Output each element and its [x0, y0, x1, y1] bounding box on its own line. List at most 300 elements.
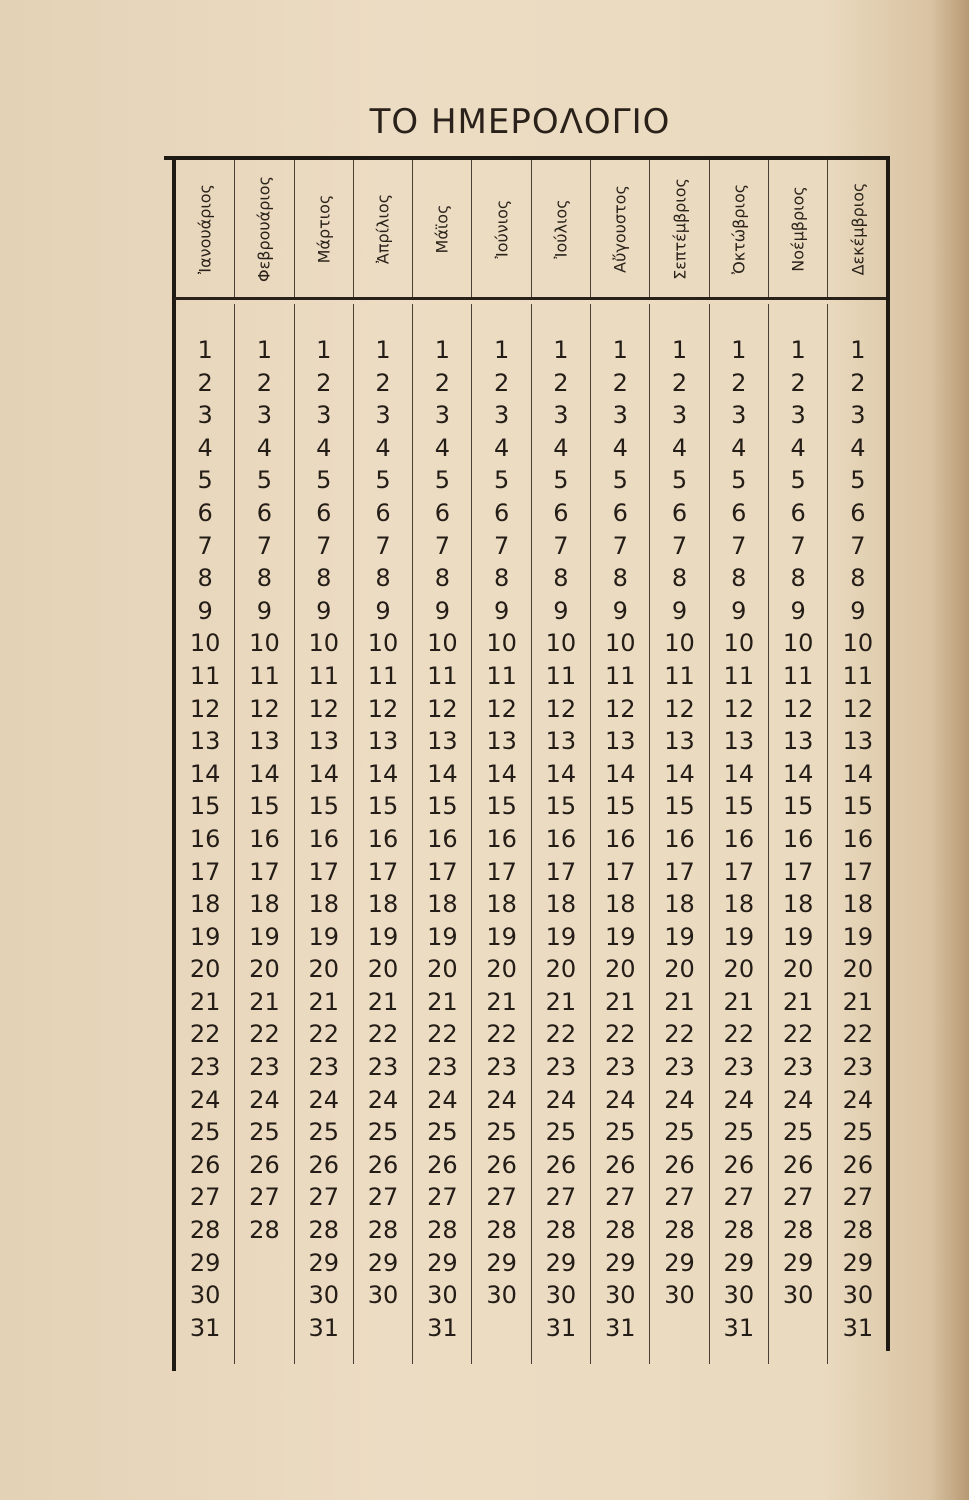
- day-number: 7: [553, 531, 569, 560]
- day-number: 17: [723, 857, 755, 886]
- day-number: 13: [842, 727, 874, 756]
- day-number: 15: [723, 792, 755, 821]
- day-number: 22: [664, 1020, 695, 1049]
- month-name: Ἀπρίλιος: [373, 193, 393, 264]
- day-number: 22: [486, 1020, 517, 1049]
- day-number: 8: [256, 564, 273, 593]
- day-number: 30: [189, 1281, 221, 1310]
- day-number: 29: [189, 1248, 221, 1277]
- day-number: 1: [790, 336, 806, 364]
- day-number: 19: [486, 922, 517, 951]
- day-number: 7: [671, 531, 688, 560]
- day-number: 5: [434, 466, 450, 495]
- day-number: 20: [486, 955, 517, 984]
- day-number: 4: [256, 433, 273, 462]
- day-number: 9: [434, 596, 450, 625]
- day-number: 8: [850, 564, 866, 593]
- day-number: 12: [664, 694, 695, 723]
- month-header: [828, 160, 887, 297]
- day-number: 19: [782, 922, 814, 951]
- day-number: 27: [367, 1183, 399, 1212]
- day-number: 29: [842, 1248, 874, 1277]
- day-number: 18: [367, 890, 399, 919]
- day-number: 22: [604, 1020, 636, 1049]
- day-number: 19: [189, 922, 221, 951]
- day-number: 23: [545, 1053, 577, 1082]
- month-name: Ἰούλιος: [551, 198, 571, 259]
- day-number: 9: [493, 596, 510, 625]
- day-number: 26: [189, 1150, 221, 1179]
- day-number: 23: [189, 1053, 221, 1082]
- day-number: 20: [545, 955, 577, 984]
- month-header: [710, 160, 769, 297]
- day-number: 14: [486, 759, 517, 788]
- day-number: 26: [842, 1150, 874, 1179]
- day-number: 28: [664, 1216, 695, 1245]
- day-number: 1: [375, 336, 391, 364]
- day-number: 7: [790, 531, 806, 560]
- day-number: 24: [842, 1085, 874, 1114]
- day-number: 18: [427, 890, 458, 919]
- day-number: 17: [427, 857, 458, 886]
- day-number: 16: [782, 824, 814, 853]
- day-number: 20: [249, 955, 280, 984]
- day-number: 28: [604, 1216, 636, 1245]
- day-number: 27: [604, 1183, 636, 1212]
- day-number: 3: [790, 401, 806, 430]
- day-number: 1: [553, 336, 569, 364]
- day-number: 27: [842, 1183, 874, 1212]
- day-number: 2: [434, 368, 450, 397]
- day-number: 23: [782, 1053, 814, 1082]
- month-name: Νοέμβριος: [788, 185, 808, 272]
- month-name: Μάρτιος: [314, 194, 334, 263]
- day-number: 7: [197, 531, 213, 560]
- day-number: 6: [316, 498, 332, 527]
- day-number: 8: [612, 564, 628, 593]
- day-number: 27: [427, 1183, 458, 1212]
- day-number: 18: [782, 890, 814, 919]
- day-number: 10: [427, 629, 458, 658]
- day-number: 1: [612, 336, 628, 364]
- page-title: ΤΟ ΗΜΕΡΟΛΟΓΙΟ: [369, 102, 671, 142]
- day-number: 10: [308, 629, 340, 658]
- day-number: 1: [197, 336, 213, 364]
- day-number: 14: [723, 759, 755, 788]
- day-number: 17: [189, 857, 221, 886]
- month-name: Μάϊος: [432, 204, 452, 253]
- day-number: 3: [612, 401, 628, 430]
- day-number: 27: [723, 1183, 755, 1212]
- day-number: 26: [427, 1150, 458, 1179]
- month-name: Ὀκτώβριος: [729, 183, 749, 274]
- day-number: 13: [249, 727, 280, 756]
- day-number: 13: [545, 727, 577, 756]
- day-number: 29: [427, 1248, 458, 1277]
- day-number: 29: [545, 1248, 577, 1277]
- day-number: 9: [316, 596, 332, 625]
- day-number: 6: [256, 498, 273, 527]
- day-number: 16: [189, 824, 221, 853]
- day-number: 29: [723, 1248, 755, 1277]
- day-number: 3: [493, 401, 510, 430]
- day-number: 1: [434, 336, 450, 364]
- day-number: 6: [612, 498, 628, 527]
- day-number: 2: [375, 368, 391, 397]
- day-number: 18: [308, 890, 340, 919]
- day-number: 10: [842, 629, 874, 658]
- day-number: 3: [375, 401, 391, 430]
- day-number: 1: [316, 336, 332, 364]
- day-number: 13: [427, 727, 458, 756]
- day-number: 28: [486, 1216, 517, 1245]
- day-number: 31: [545, 1313, 577, 1342]
- day-number: 10: [486, 629, 517, 658]
- day-number: 4: [671, 433, 688, 462]
- day-number: 15: [189, 792, 221, 821]
- day-number: 4: [850, 433, 866, 462]
- day-number: 3: [256, 401, 273, 430]
- day-number: 15: [664, 792, 695, 821]
- day-number: 29: [604, 1248, 636, 1277]
- day-number: 13: [723, 727, 755, 756]
- day-number: 12: [249, 694, 280, 723]
- day-number: 6: [434, 498, 450, 527]
- day-number: 31: [427, 1313, 458, 1342]
- day-number: 31: [308, 1313, 340, 1342]
- day-number: 17: [308, 857, 340, 886]
- day-number: 7: [434, 531, 450, 560]
- day-number: 10: [189, 629, 221, 658]
- day-number: 23: [367, 1053, 399, 1082]
- day-number: 29: [664, 1248, 695, 1277]
- day-number: 30: [308, 1281, 340, 1310]
- day-number: 19: [723, 922, 755, 951]
- day-number: 22: [189, 1020, 221, 1049]
- day-number: 28: [427, 1216, 458, 1245]
- day-number: 15: [604, 792, 636, 821]
- day-number: 18: [249, 890, 280, 919]
- month-header: [235, 160, 294, 297]
- day-number: 29: [782, 1248, 814, 1277]
- day-number: 7: [256, 531, 273, 560]
- day-number: 28: [249, 1216, 280, 1245]
- day-number: 27: [249, 1183, 280, 1212]
- day-number: 25: [249, 1118, 280, 1147]
- day-number: 20: [723, 955, 755, 984]
- day-number: 19: [249, 922, 280, 951]
- day-number: 28: [189, 1216, 221, 1245]
- day-number: 14: [604, 759, 636, 788]
- day-number: 2: [553, 368, 569, 397]
- day-number: 21: [427, 987, 458, 1016]
- day-number: 11: [664, 661, 695, 690]
- day-number: 22: [723, 1020, 755, 1049]
- day-number: 16: [604, 824, 636, 853]
- day-number: 23: [723, 1053, 755, 1082]
- day-number: 13: [486, 727, 517, 756]
- day-number: 23: [664, 1053, 695, 1082]
- day-number: 30: [604, 1281, 636, 1310]
- day-number: 25: [604, 1118, 636, 1147]
- day-number: 9: [197, 596, 213, 625]
- day-number: 12: [308, 694, 340, 723]
- day-number: 24: [308, 1085, 340, 1114]
- day-number: 22: [782, 1020, 814, 1049]
- day-number: 5: [493, 466, 510, 495]
- day-number: 12: [189, 694, 221, 723]
- day-number: 8: [553, 564, 569, 593]
- day-number: 19: [545, 922, 577, 951]
- day-number: 24: [545, 1085, 577, 1114]
- day-number: 18: [842, 890, 874, 919]
- day-number: 13: [367, 727, 399, 756]
- day-number: 16: [427, 824, 458, 853]
- day-number: 23: [486, 1053, 517, 1082]
- day-number: 21: [782, 987, 814, 1016]
- day-number: 8: [671, 564, 688, 593]
- day-number: 26: [664, 1150, 695, 1179]
- day-number: 11: [486, 661, 517, 690]
- day-number: 21: [308, 987, 340, 1016]
- day-number: 8: [493, 564, 510, 593]
- month-column: [532, 304, 591, 1364]
- day-number: 16: [842, 824, 874, 853]
- month-header: [176, 160, 235, 297]
- month-column: [176, 304, 235, 1364]
- day-number: 25: [427, 1118, 458, 1147]
- day-number: 11: [367, 661, 399, 690]
- day-number: 29: [367, 1248, 399, 1277]
- day-number: 3: [850, 401, 866, 430]
- day-number: 24: [782, 1085, 814, 1114]
- month-header: [532, 160, 591, 297]
- day-number: 26: [723, 1150, 755, 1179]
- day-number: 2: [316, 368, 332, 397]
- day-number: 9: [671, 596, 688, 625]
- day-number: 22: [545, 1020, 577, 1049]
- day-number: 8: [731, 564, 747, 593]
- day-number: 27: [308, 1183, 340, 1212]
- month-name: Δεκέμβριος: [848, 182, 868, 275]
- day-number: 16: [723, 824, 755, 853]
- day-number: 25: [367, 1118, 399, 1147]
- day-number: 3: [197, 401, 213, 430]
- day-number: 24: [367, 1085, 399, 1114]
- day-number: 11: [308, 661, 340, 690]
- day-number: 24: [189, 1085, 221, 1114]
- day-number: 30: [842, 1281, 874, 1310]
- day-number: 24: [249, 1085, 280, 1114]
- day-number: 14: [308, 759, 340, 788]
- day-number: 3: [316, 401, 332, 430]
- day-number: 15: [486, 792, 517, 821]
- day-number: 2: [197, 368, 213, 397]
- day-number: 16: [249, 824, 280, 853]
- day-number: 19: [308, 922, 340, 951]
- day-number: 7: [316, 531, 332, 560]
- day-number: 17: [545, 857, 577, 886]
- day-number: 10: [249, 629, 280, 658]
- day-number: 6: [197, 498, 213, 527]
- day-number: 25: [308, 1118, 340, 1147]
- day-number: 14: [427, 759, 458, 788]
- day-number: 22: [367, 1020, 399, 1049]
- month-header: [413, 160, 472, 297]
- day-number: 18: [664, 890, 695, 919]
- day-number: 5: [375, 466, 391, 495]
- month-header: [650, 160, 709, 297]
- day-number: 31: [842, 1313, 874, 1342]
- day-number: 1: [493, 336, 510, 364]
- day-number: 27: [486, 1183, 517, 1212]
- day-number: 8: [434, 564, 450, 593]
- month-name: Ἰούνιος: [492, 199, 512, 258]
- day-number: 16: [545, 824, 577, 853]
- day-number: 5: [316, 466, 332, 495]
- day-number: 21: [842, 987, 874, 1016]
- day-number: 5: [850, 466, 866, 495]
- day-number: 11: [604, 661, 636, 690]
- day-number: 1: [256, 336, 273, 364]
- day-number: 2: [731, 368, 747, 397]
- day-number: 8: [316, 564, 332, 593]
- day-number: 11: [782, 661, 814, 690]
- day-number: 24: [664, 1085, 695, 1114]
- day-number: 11: [189, 661, 221, 690]
- day-number: 26: [782, 1150, 814, 1179]
- day-number: 25: [545, 1118, 577, 1147]
- month-name: Ἰανουάριος: [195, 183, 215, 274]
- day-number: 11: [723, 661, 755, 690]
- day-number: 20: [189, 955, 221, 984]
- month-column: [354, 304, 413, 1364]
- day-number: 6: [375, 498, 391, 527]
- day-number: 25: [486, 1118, 517, 1147]
- day-number: 9: [731, 596, 747, 625]
- day-number: 29: [486, 1248, 517, 1277]
- day-number: 31: [189, 1313, 221, 1342]
- day-number: 28: [308, 1216, 340, 1245]
- month-header: [295, 160, 354, 297]
- day-number: 1: [671, 336, 688, 364]
- day-number: 3: [434, 401, 450, 430]
- month-headers: [176, 160, 888, 297]
- day-number: 5: [612, 466, 628, 495]
- day-number: 18: [604, 890, 636, 919]
- day-number: 23: [308, 1053, 340, 1082]
- day-number: 28: [545, 1216, 577, 1245]
- day-columns: [176, 304, 888, 1364]
- month-column: [769, 304, 828, 1364]
- day-number: 7: [493, 531, 510, 560]
- month-column: [710, 304, 769, 1364]
- day-number: 16: [664, 824, 695, 853]
- day-number: 26: [367, 1150, 399, 1179]
- day-number: 19: [427, 922, 458, 951]
- day-number: 26: [249, 1150, 280, 1179]
- month-column: [828, 304, 887, 1364]
- day-number: 19: [664, 922, 695, 951]
- month-column: [650, 304, 709, 1364]
- header-rule: [174, 297, 886, 300]
- day-number: 15: [842, 792, 874, 821]
- month-column: [235, 304, 294, 1364]
- day-number: 27: [545, 1183, 577, 1212]
- day-number: 14: [545, 759, 577, 788]
- day-number: 18: [723, 890, 755, 919]
- day-number: 17: [842, 857, 874, 886]
- day-number: 29: [308, 1248, 340, 1277]
- day-number: 12: [367, 694, 399, 723]
- day-number: 20: [782, 955, 814, 984]
- day-number: 15: [427, 792, 458, 821]
- day-number: 4: [790, 433, 806, 462]
- day-number: 30: [367, 1281, 399, 1310]
- day-number: 5: [553, 466, 569, 495]
- day-number: 25: [842, 1118, 874, 1147]
- day-number: 7: [850, 531, 866, 560]
- day-number: 4: [553, 433, 569, 462]
- month-name: Σεπτέμβριος: [670, 177, 690, 280]
- month-column: [413, 304, 472, 1364]
- day-number: 4: [316, 433, 332, 462]
- day-number: 7: [731, 531, 747, 560]
- day-number: 20: [308, 955, 340, 984]
- day-number: 21: [486, 987, 517, 1016]
- day-number: 2: [850, 368, 866, 397]
- day-number: 26: [486, 1150, 517, 1179]
- day-number: 5: [731, 466, 747, 495]
- month-header: [591, 160, 650, 297]
- day-number: 14: [782, 759, 814, 788]
- day-number: 12: [782, 694, 814, 723]
- day-number: 2: [612, 368, 628, 397]
- day-number: 19: [842, 922, 874, 951]
- day-number: 24: [486, 1085, 517, 1114]
- day-number: 28: [782, 1216, 814, 1245]
- day-number: 14: [367, 759, 399, 788]
- day-number: 6: [671, 498, 688, 527]
- day-number: 3: [731, 401, 747, 430]
- day-number: 27: [189, 1183, 221, 1212]
- day-number: 13: [189, 727, 221, 756]
- day-number: 17: [249, 857, 280, 886]
- day-number: 6: [790, 498, 806, 527]
- day-number: 9: [850, 596, 866, 625]
- day-number: 30: [427, 1281, 458, 1310]
- day-number: 17: [604, 857, 636, 886]
- month-name: Φεβρουάριος: [254, 175, 274, 282]
- day-number: 14: [664, 759, 695, 788]
- day-number: 4: [197, 433, 213, 462]
- calendar-table: [164, 156, 890, 1371]
- day-number: 15: [367, 792, 399, 821]
- day-number: 3: [553, 401, 569, 430]
- day-number: 31: [723, 1313, 755, 1342]
- day-number: 10: [604, 629, 636, 658]
- day-number: 6: [553, 498, 569, 527]
- day-number: 13: [604, 727, 636, 756]
- day-number: 28: [842, 1216, 874, 1245]
- day-number: 11: [842, 661, 874, 690]
- day-number: 17: [664, 857, 695, 886]
- day-number: 23: [604, 1053, 636, 1082]
- day-number: 9: [375, 596, 391, 625]
- month-column: [591, 304, 650, 1364]
- day-number: 10: [664, 629, 695, 658]
- day-number: 23: [249, 1053, 280, 1082]
